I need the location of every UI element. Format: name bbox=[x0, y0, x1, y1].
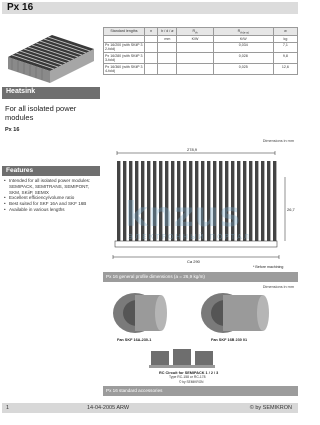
rc-circuit-icon bbox=[149, 349, 215, 368]
header-bd: b / d / ø bbox=[158, 28, 177, 36]
heatsink-illustration bbox=[2, 27, 100, 87]
spec-table bbox=[103, 27, 298, 75]
rc-circuit-label: RC Circuit for SEMIPACK 1 / 2 / 3 bbox=[159, 371, 219, 375]
part-label: Px 16 bbox=[5, 127, 20, 133]
rth-cell bbox=[177, 42, 213, 53]
watermark-subtitle: ЭЛЕКТРОННЫЙ ПОРТАЛ bbox=[128, 233, 252, 241]
n-cell bbox=[144, 53, 157, 64]
product-subtitle: For all isolated power modules bbox=[5, 104, 77, 122]
std-cell: Px 16/360 (with SKiiP 3 4-fold) bbox=[105, 64, 143, 74]
units-cell: mm bbox=[158, 36, 177, 42]
rth-cell bbox=[177, 53, 213, 64]
heatsink-photo bbox=[2, 27, 100, 87]
units-cell: K/W bbox=[213, 36, 273, 42]
page-title: Px 16 bbox=[7, 2, 34, 13]
features-title: Features bbox=[6, 167, 34, 174]
table-row bbox=[104, 42, 298, 53]
feature-item: • Best suited for SKF 16A and SKF 16B bbox=[4, 201, 100, 207]
footer bbox=[2, 403, 298, 413]
feature-item: • Intended for all isolated power modules: SEMIPACK, SEMITRANS, SEMIPONT, SKM, SKiiP, SEMIX bbox=[4, 178, 100, 195]
bd-cell bbox=[158, 64, 177, 75]
units-cell: K/W bbox=[177, 36, 213, 42]
header-w: w bbox=[273, 28, 297, 36]
rth-cell bbox=[177, 64, 213, 75]
header-rthf-text: R bbox=[237, 28, 241, 33]
drawing-caption-bar bbox=[103, 272, 298, 282]
features-list bbox=[4, 178, 100, 213]
height-dimension-label: 26,7 bbox=[287, 207, 295, 212]
watermark: knzus bbox=[125, 195, 242, 235]
accessories-dimensions-note: Dimensions in mm bbox=[262, 285, 294, 289]
bd-cell bbox=[158, 42, 177, 53]
bottom-dimension-label: Ca 290 bbox=[187, 259, 200, 264]
rc-type-label: Type RC-158 or RC-178 bbox=[169, 375, 206, 379]
w-cell: 9,8 bbox=[273, 53, 297, 64]
accessories-caption-bar bbox=[103, 386, 298, 396]
heatsink-label-bar bbox=[2, 87, 100, 99]
rthf-cell: 0,028 bbox=[213, 53, 273, 64]
accessories-panel bbox=[103, 283, 298, 386]
w-cell: 12,6 bbox=[273, 64, 297, 75]
bd-cell bbox=[158, 53, 177, 64]
features-header bbox=[2, 166, 100, 176]
header-rth: $R_{th}$ bbox=[177, 28, 213, 36]
units-cell: kg bbox=[273, 36, 297, 42]
accessories-illustration bbox=[103, 283, 298, 386]
dimensions-note: Dimensions in mm bbox=[262, 139, 294, 143]
header-standard-lengths: Standard lengths bbox=[104, 28, 145, 36]
n-cell bbox=[144, 42, 157, 53]
accessories-copyright: © by SEMIKRON bbox=[179, 380, 204, 384]
header-rth-text: R bbox=[192, 28, 196, 33]
heatsink-label: Heatsink bbox=[6, 88, 36, 95]
footer-date: 14-04-2005 ARW bbox=[87, 405, 130, 411]
header-rthf: $R_{th(s-a)}$ bbox=[213, 28, 273, 36]
rthf-cell: 0,034 bbox=[213, 42, 273, 53]
fan-1-label: Fan SKF 16A-230-1 bbox=[117, 338, 152, 342]
accessories-caption: Px 16 standard accessories bbox=[106, 388, 163, 393]
width-dimension-label: 278,9 bbox=[187, 147, 198, 152]
table-row bbox=[104, 64, 298, 75]
feature-item: • Available in various lengths bbox=[4, 207, 100, 213]
table-row bbox=[104, 53, 298, 64]
drawing-caption: Px 16 general profile dimensions (a = 26,9 kg/m) bbox=[106, 274, 205, 279]
before-machining-note: * Before machining bbox=[253, 265, 284, 269]
std-cell: Px 16/280 (with SKiiP 3 3-fold) bbox=[105, 53, 143, 63]
page-number: 1 bbox=[6, 405, 10, 411]
feature-item: • Excellent efficiency/volume ratio bbox=[4, 195, 100, 201]
header-n: n bbox=[144, 28, 157, 36]
std-cell: Px 16/200 (with SKiiP 3 2-fold) bbox=[105, 43, 143, 52]
n-cell bbox=[144, 64, 157, 75]
footer-copyright: © by SEMIKRON bbox=[249, 405, 292, 411]
fan-1-icon bbox=[113, 293, 167, 333]
w-cell: 7,1 bbox=[273, 42, 297, 53]
table-header-row bbox=[104, 28, 298, 36]
title-bar bbox=[2, 2, 298, 14]
fan-2-icon bbox=[201, 293, 269, 333]
rthf-cell: 0,025 bbox=[213, 64, 273, 75]
fan-2-label: Fan SKF 16B 230 01 bbox=[211, 338, 248, 342]
